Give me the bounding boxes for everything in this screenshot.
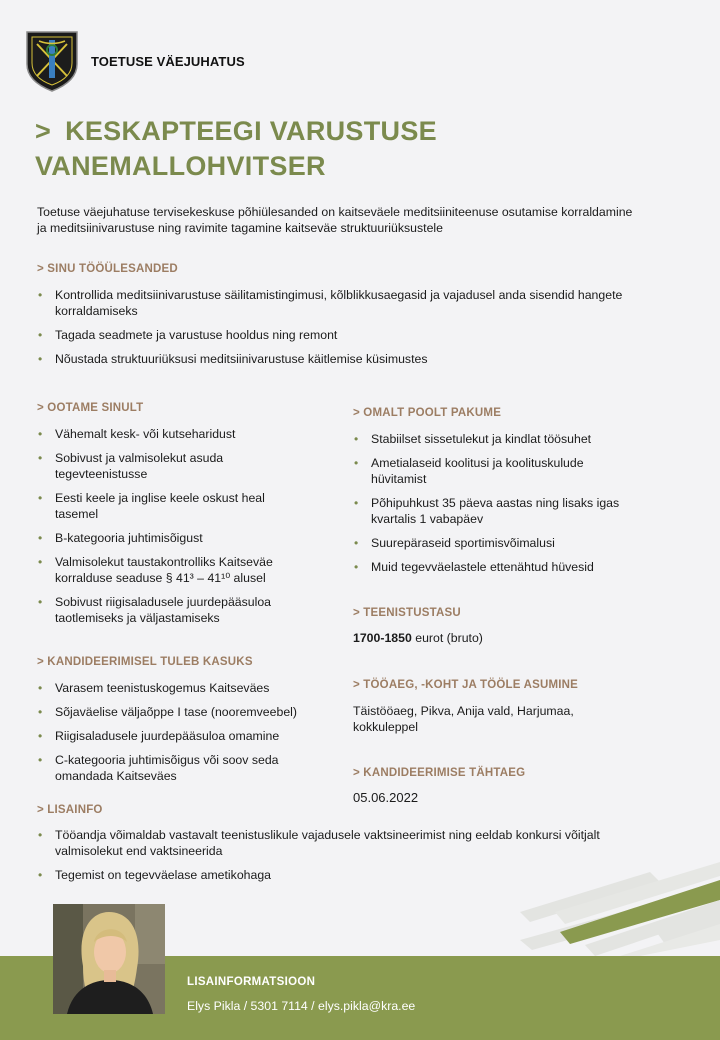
list-item: • Suurepäraseid sportimisvõimalusi [354, 536, 555, 550]
list-item: • Tegemist on tegevväelase ametikohaga [38, 868, 272, 882]
list-item: • Sõjaväelise väljaõppe I tase (nooremveebel) [38, 705, 297, 719]
list-item: • Stabiilset sissetulekut ja kindlat töösuhet [354, 432, 592, 446]
expect-heading: > OOTAME SINULT [37, 402, 144, 414]
job-title-line2: VANEMALLOHVITSER [35, 151, 326, 181]
list-item: • Riigisaladusele juurdepääsuloa omamine [38, 729, 280, 743]
worktime-value [353, 703, 643, 735]
salary-heading: > TEENISTUSTASU [353, 607, 461, 619]
tasks-list [37, 287, 637, 375]
offer-list [353, 431, 623, 583]
person-photo-icon [53, 904, 165, 1014]
list-item: • Kontrollida meditsiinivarustuse säilitamistingimusi, kõlblikkusaegasid ja vajadusel anda sisendid hangete korraldamiseks [38, 288, 623, 318]
worktime-line2: kokkuleppel [353, 720, 418, 734]
extra-list [37, 827, 637, 891]
worktime-heading: > TÖÖAEG, -KOHT JA TÖÖLE ASUMINE [353, 679, 579, 691]
list-item: • Ametialaseid koolitusi ja koolituskulude hüvitamist [354, 456, 584, 486]
list-item: • Valmisolekut taustakontrolliks Kaitseväe korralduse seaduse § 41³ – 41¹⁰ alusel [38, 555, 273, 585]
expect-list [37, 426, 307, 634]
list-item: • Muid tegevväelastele ettenähtud hüvesid [354, 560, 594, 574]
deadline-heading: > KANDIDEERIMISE TÄHTAEG [353, 767, 526, 779]
advantage-heading: > KANDIDEERIMISEL TULEB KASUKS [37, 656, 253, 668]
deadline-date: 05.06.2022 [353, 790, 419, 805]
salary-range: 1700-1850 [353, 631, 412, 645]
list-item: • Tööandja võimaldab vastavalt teenistuslikule vajadusele vaktsineerimist ning eeldab konkursi võitjalt valmisolekut end vaktsineerida [38, 828, 600, 858]
salary-unit: eurot (bruto) [415, 631, 483, 645]
list-item: • B-kategooria juhtimisõigust [38, 531, 203, 545]
intro-paragraph: Toetuse väejuhatuse tervisekeskuse põhiülesanded on kaitseväele meditsiiniteenuse osutamise korraldamine ja meditsiinivarustuse ning ravimite tagamine kaitseväe struktuuriüksustele [37, 205, 633, 235]
list-item: • Põhipuhkust 35 päeva aastas ning lisaks igas kvartalis 1 vabapäev [354, 496, 620, 526]
worktime-line1: Täistööaeg, Pikva, Anija vald, Harjumaa, [353, 704, 574, 718]
job-title [35, 114, 675, 184]
title-arrow: > [35, 116, 52, 146]
job-title-line1: KESKAPTEEGI VARUSTUSE [65, 116, 437, 146]
offer-heading: > OMALT POOLT PAKUME [353, 407, 502, 419]
salary-value [353, 630, 483, 646]
list-item: • Vähemalt kesk- või kutseharidust [38, 427, 236, 441]
military-emblem-shield-icon [25, 30, 79, 92]
list-item: • Nõustada struktuuriüksusi meditsiinivarustuse käitlemise küsimustes [38, 352, 428, 366]
contact-heading: LISAINFORMATSIOON [187, 976, 316, 988]
list-item: • Sobivust riigisaladusele juurdepääsuloa taotlemiseks ja väljastamiseks [38, 595, 272, 625]
list-item: • Tagada seadmete ja varustuse hooldus ning remont [38, 328, 338, 342]
advantage-list [37, 680, 327, 792]
tasks-heading: > SINU TÖÖÜLESANDED [37, 263, 178, 275]
extra-heading: > LISAINFO [37, 804, 103, 816]
contact-details: Elys Pikla / 5301 7114 / elys.pikla@kra.ee [187, 999, 416, 1013]
contact-photo [53, 904, 165, 1014]
list-item: • Varasem teenistuskogemus Kaitseväes [38, 681, 270, 695]
list-item: • Sobivust ja valmisolekut asuda tegevteenistusse [38, 451, 224, 481]
list-item: • C-kategooria juhtimisõigus või soov seda omandada Kaitseväes [38, 753, 279, 783]
list-item: • Eesti keele ja inglise keele oskust heal tasemel [38, 491, 265, 521]
organization-name: TOETUSE VÄEJUHATUS [91, 54, 245, 69]
